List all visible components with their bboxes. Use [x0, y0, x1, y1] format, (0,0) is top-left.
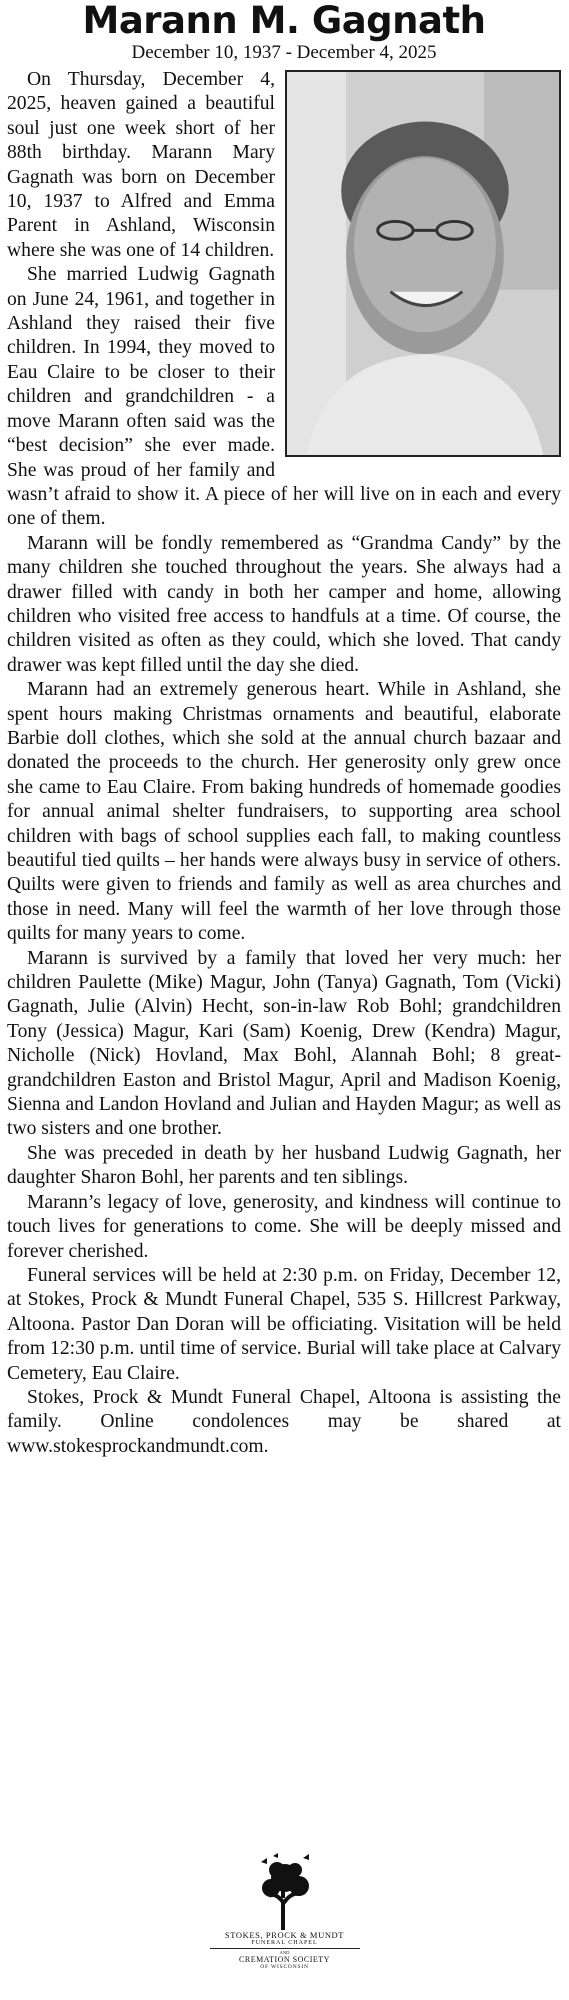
obituary-name: Marann M. Gagnath — [82, 0, 486, 42]
logo-line: OF WISCONSIN — [260, 1964, 309, 1970]
paragraph: Funeral services will be held at 2:30 p.m. on Friday, December 12, at Stokes, Prock & Mundt Funeral Chapel, 535 S. Hillcrest Parkway, Altoona. Pastor Dan Doran will be officiating. Visitation will be held from 12:30 p.m. until time of service. Burial will take place at Calvary Cemetery, Eau Claire. — [7, 1264, 561, 1384]
portrait-icon — [287, 72, 559, 455]
portrait-photo — [285, 70, 561, 457]
paragraph: Marann’s legacy of love, generosity, and kindness will continue to touch lives for generations to come. She will be deeply missed and forever cherished. — [7, 1191, 561, 1262]
paragraph: On Thursday, December 4, 2025, heaven gained a beautiful soul just one week short of her 88th birthday. Marann Mary Gagnath was born on December 10, 1937 to Alfred and Emma Parent in Ashland, Wisconsin where she was one of 14 children. — [7, 69, 275, 261]
divider — [210, 1948, 360, 1949]
paragraph: Stokes, Prock & Mundt Funeral Chapel, Altoona is assisting the family. Online condolences may be shared at www.stokesprockandmundt.com. — [7, 1386, 561, 1457]
logo-line: STOKES, PROCK & MUNDT — [224, 1930, 345, 1940]
funeral-home-logo — [0, 1852, 569, 1970]
logo-line: CREMATION SOCIETY — [239, 1955, 330, 1964]
paragraph: Marann is survived by a family that loved her very much: her children Paulette (Mike) Magur, John (Tanya) Gagnath, Tom (Vicki) Gagnath, Julie (Alvin) Hecht, son-in-law Rob Bohl; grandchildren Tony (Jessica) Magur, Kari (Sam) Koenig, Drew (Kendra) Magur, Nicholle (Nick) Hovland, Max Bohl, Alannah Bohl; 8 great-grandchildren Easton and Bristol Magur, April and Madison Koenig, Sienna and Landon Hovland and Julian and Hayden Magur; as well as two sisters and one brother. — [7, 947, 561, 1140]
paragraph: Marann had an extremely generous heart. While in Ashland, she spent hours making Christmas ornaments and beautiful, elaborate Barbie doll clothes, which she sold at the annual church bazaar and donated the proceeds to the church. Her generosity only grew once she came to Eau Claire. From baking hundreds of homemade goodies for annual animal shelter fundraisers, to supporting area school children with bags of school supplies each fall, to making countless beautiful tied quilts – her hands were always busy in service of others. Quilts were given to friends and family as well as area churches and those in need. Many will feel the warmth of her love through those quilts for many years to come. — [7, 679, 561, 945]
paragraph: She was preceded in death by her husband Ludwig Gagnath, her daughter Sharon Bohl, her parents and ten siblings. — [7, 1142, 561, 1189]
obituary-text — [7, 68, 561, 1459]
paragraph: She married Ludwig Gagnath on June 24, 1961, and together in Ashland they raised their five children. In 1994, they moved to Eau Claire to be closer to their children and grandchildren - a move Marann often said was the “best decision” she ever made. She was proud of her family and wasn’t afraid to show it. A piece of her will live on in each and every one of them. — [7, 264, 561, 530]
logo-line: AND — [279, 1950, 290, 1955]
life-dates: December 10, 1937 - December 4, 2025 — [131, 42, 437, 63]
paragraph: Marann will be fondly remembered as “Grandma Candy” by the many children she touched throughout the years. She always had a drawer filled with candy in both her camper and home, allowing children who visited free access to handfuls at a time. Of course, the children visited as often as they could, which she loved. That candy drawer was kept filled until the day she died. — [7, 532, 561, 676]
tree-with-birds-logo-icon — [255, 1852, 315, 1930]
logo-line: FUNERAL CHAPEL — [251, 1940, 318, 1946]
